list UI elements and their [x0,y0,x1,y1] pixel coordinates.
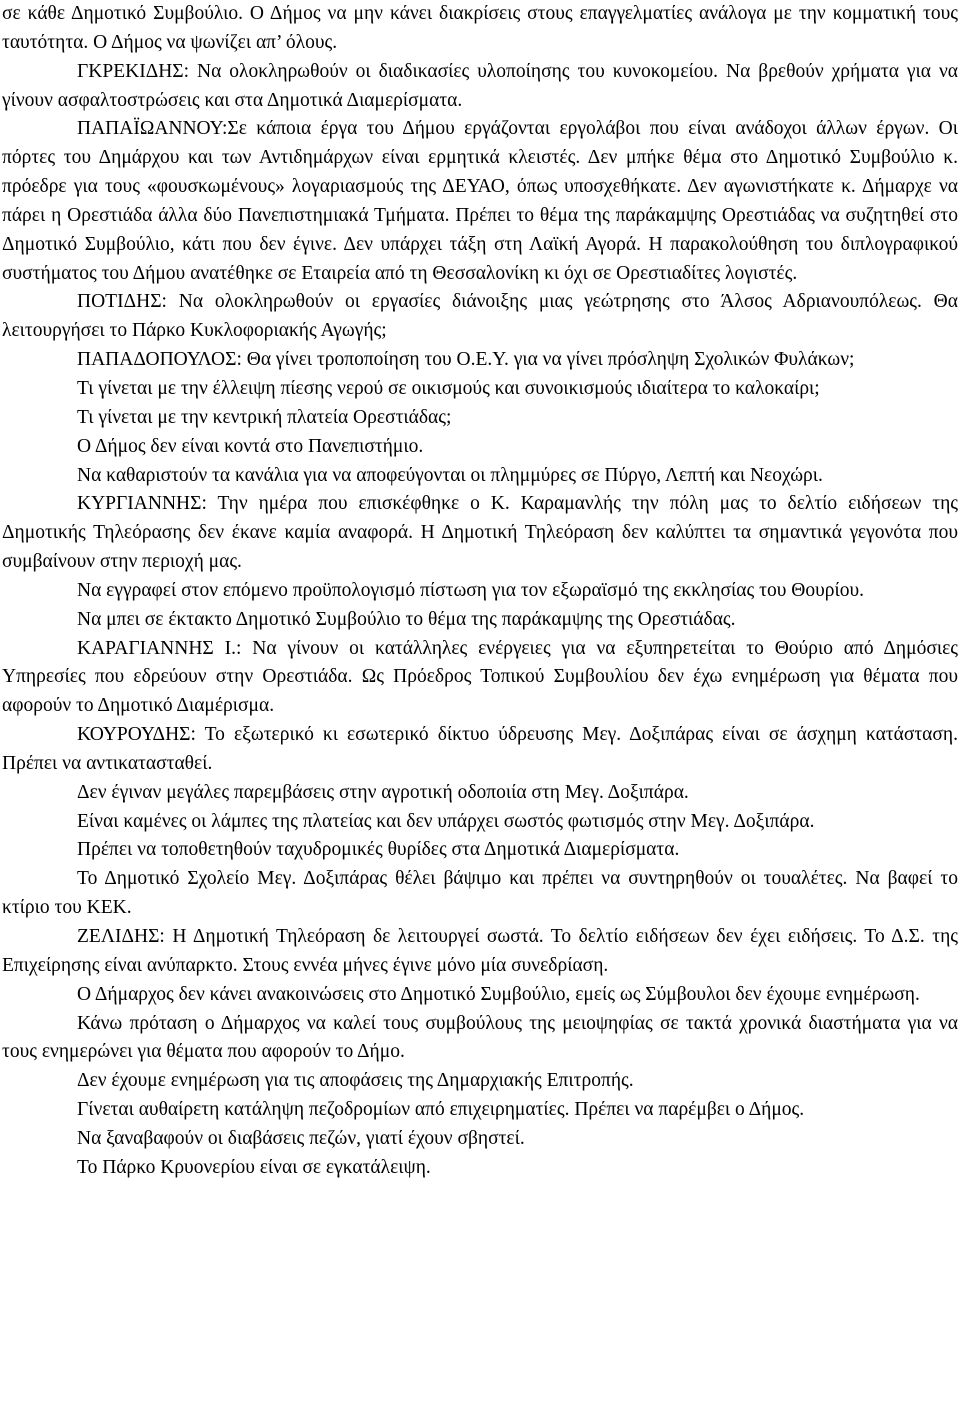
paragraph-crossings: Να ξαναβαφούν οι διαβάσεις πεζών, γιατί έχουν σβηστεί. [77,1127,525,1149]
paragraph-committee-decisions: Δεν έχουμε ενημέρωση για τις αποφάσεις της Δημαρχιακής Επιτροπής. [77,1070,634,1092]
paragraph-sidewalks: Γίνεται αυθαίρετη κατάληψη πεζοδρομίων από επιχειρηματίες. Πρέπει να παρέμβει ο Δήμος. [77,1099,805,1121]
paragraph-church-budget: Να εγγραφεί στον επόμενο προϋπολογισμό πίστωση για τον εξωραϊσμό της εκκλησίας του Θουρίου. [77,579,864,601]
paragraph-papaioannou: ΠΑΠΑΪΩΑΝΝΟΥ:Σε κάποια έργα του Δήμου εργάζονται εργολάβοι που είναι ανάδοχοι άλλων έργων. Οι πόρτες του Δημάρχου και των Αντιδημάρχων είναι ερμητικά κλειστές. Δεν μπήκε θέμα στο Δημοτικό Συμβούλιο κ. πρόεδρε για τους «φουσκωμένους» λογαριασμούς της ΔΕΥΑΟ, όπως υποσχεθήκατε. Δεν αγωνιστήκατε κ. Δήμαρχε να πάρει η Ορεστιάδα άλλα δύο Πανεπιστημιακά Τμήματα. Πρέπει το θέμα της παράκαμψης Ορεστιάδας να συζητηθεί στο Δημοτικό Συμβούλιο, κάτι που δεν έγινε. Δεν υπάρχει τάξη στη Λαϊκή Αγορά. Η παρακολούθηση του διπλογραφικού συστήματος του Δήμου ανατέθηκε σε Εταιρεία από τη Θεσσαλονίκη κι όχι σε Ορεστιαδίτες λογιστές. [2,118,958,284]
paragraph-potidis: ΠΟΤΙΔΗΣ: Να ολοκληρωθούν οι εργασίες διάνοιξης μιας γεώτρησης στο Άλσος Αδριανουπόλεως. Θα λειτουργήσει το Πάρκο Κυκλοφοριακής Αγωγής; [2,291,958,342]
paragraph-central-square: Τι γίνεται με την κεντρική πλατεία Ορεστιάδας; [77,406,452,428]
paragraph-grekidis: ΓΚΡΕΚΙΔΗΣ: Να ολοκληρωθούν οι διαδικασίες υλοποίησης του κυνοκομείου. Να βρεθούν χρήματα για να γίνουν ασφαλτοστρώσεις και στα Δημοτικά Διαμερίσματα. [2,60,958,111]
paragraph-water-pressure: Τι γίνεται με την έλλειψη πίεσης νερού σε οικισμούς και συνοικισμούς ιδιαίτερα το καλοκαίρι; [77,377,820,399]
paragraph-kouroudis: ΚΟΥΡΟΥΔΗΣ: Το εξωτερικό κι εσωτερικό δίκτυο ύδρευσης Μεγ. Δοξιπάρας είναι σε άσχημη κατάσταση. Πρέπει να αντικατασταθεί. [2,724,958,774]
paragraph-post-boxes: Πρέπει να τοποθετηθούν ταχυδρομικές θυρίδες στα Δημοτικά Διαμερίσματα. [77,839,680,861]
paragraph-square-lamps: Είναι καμένες οι λάμπες της πλατείας και δεν υπάρχει σωστός φωτισμός στην Μεγ. Δοξιπάρα. [77,810,815,832]
paragraph-intro-continuation: σε κάθε Δημοτικό Συμβούλιο. Ο Δήμος να μην κάνει διακρίσεις στους επαγγελματίες ανάλογα με την κομματική τους ταυτότητα. Ο Δήμος να ψωνίζει απ’ όλους. [2,3,958,53]
paragraph-rural-roads: Δεν έγιναν μεγάλες παρεμβάσεις στην αγροτική οδοποιία στη Μεγ. Δοξιπάρα. [77,781,689,803]
paragraph-bypass-council: Να μπει σε έκτακτο Δημοτικό Συμβούλιο το θέμα της παράκαμψης της Ορεστιάδας. [77,608,736,630]
paragraph-canals: Να καθαριστούν τα κανάλια για να αποφεύγονται οι πλημμύρες σε Πύργο, Λεπτή και Νεοχώρι. [77,464,823,486]
paragraph-zelidis: ΖΕΛΙΔΗΣ: Η Δημοτική Τηλεόραση δε λειτουργεί σωστά. Το δελτίο ειδήσεων δεν έχει ειδήσεις. Το Δ.Σ. της Επιχείρησης είναι ανύπαρκτο. Στους εννέα μήνες έγινε μόνο μία συνεδρίαση. [2,926,958,976]
paragraph-mayor-announcements: Ο Δήμαρχος δεν κάνει ανακοινώσεις στο Δημοτικό Συμβούλιο, εμείς ως Σύμβουλοι δεν έχουμε ενημέρωση. [77,983,920,1005]
paragraph-park: Το Πάρκο Κρυονερίου είναι σε εγκατάλειψη. [77,1156,431,1178]
paragraph-proposal: Κάνω πρόταση ο Δήμαρχος να καλεί τους συμβούλους της μειοψηφίας σε τακτά χρονικά διαστήματα για να τους ενημερώνει για θέματα που αφορούν το Δήμο. [2,1012,958,1063]
paragraph-university: Ο Δήμος δεν είναι κοντά στο Πανεπιστήμιο. [77,435,424,457]
paragraph-papadopoulos: ΠΑΠΑΔΟΠΟΥΛΟΣ: Θα γίνει τροποποίηση του Ο.Ε.Υ. για να γίνει πρόσληψη Σχολικών Φυλάκων; [77,349,855,371]
paragraph-kyrgiannis: ΚΥΡΓΙΑΝΝΗΣ: Την ημέρα που επισκέφθηκε ο Κ. Καραμανλής την πόλη μας το δελτίο ειδήσεων της Δημοτικής Τηλεόρασης δεν έκανε καμία αναφορά. Η Δημοτική Τηλεόραση δεν καλύπτει τα σημαντικά γεγονότα που συμβαίνουν στην περιοχή μας. [2,493,958,573]
paragraph-karagiannis: ΚΑΡΑΓΙΑΝΝΗΣ Ι.: Να γίνουν οι κατάλληλες ενέργειες για να εξυπηρετείται το Θούριο από Δημόσιες Υπηρεσίες που εδρεύουν στην Ορεστιάδα. Ως Πρόεδρος Τοπικού Συμβουλίου δεν έχω ενημέρωση για θέματα που αφορούν το Δημοτικό Διαμέρισμα. [2,637,958,717]
paragraph-school: Το Δημοτικό Σχολείο Μεγ. Δοξιπάρας θέλει βάψιμο και πρέπει να συντηρηθούν οι τουαλέτες. Να βαφεί το κτίριο του ΚΕΚ. [2,868,958,919]
